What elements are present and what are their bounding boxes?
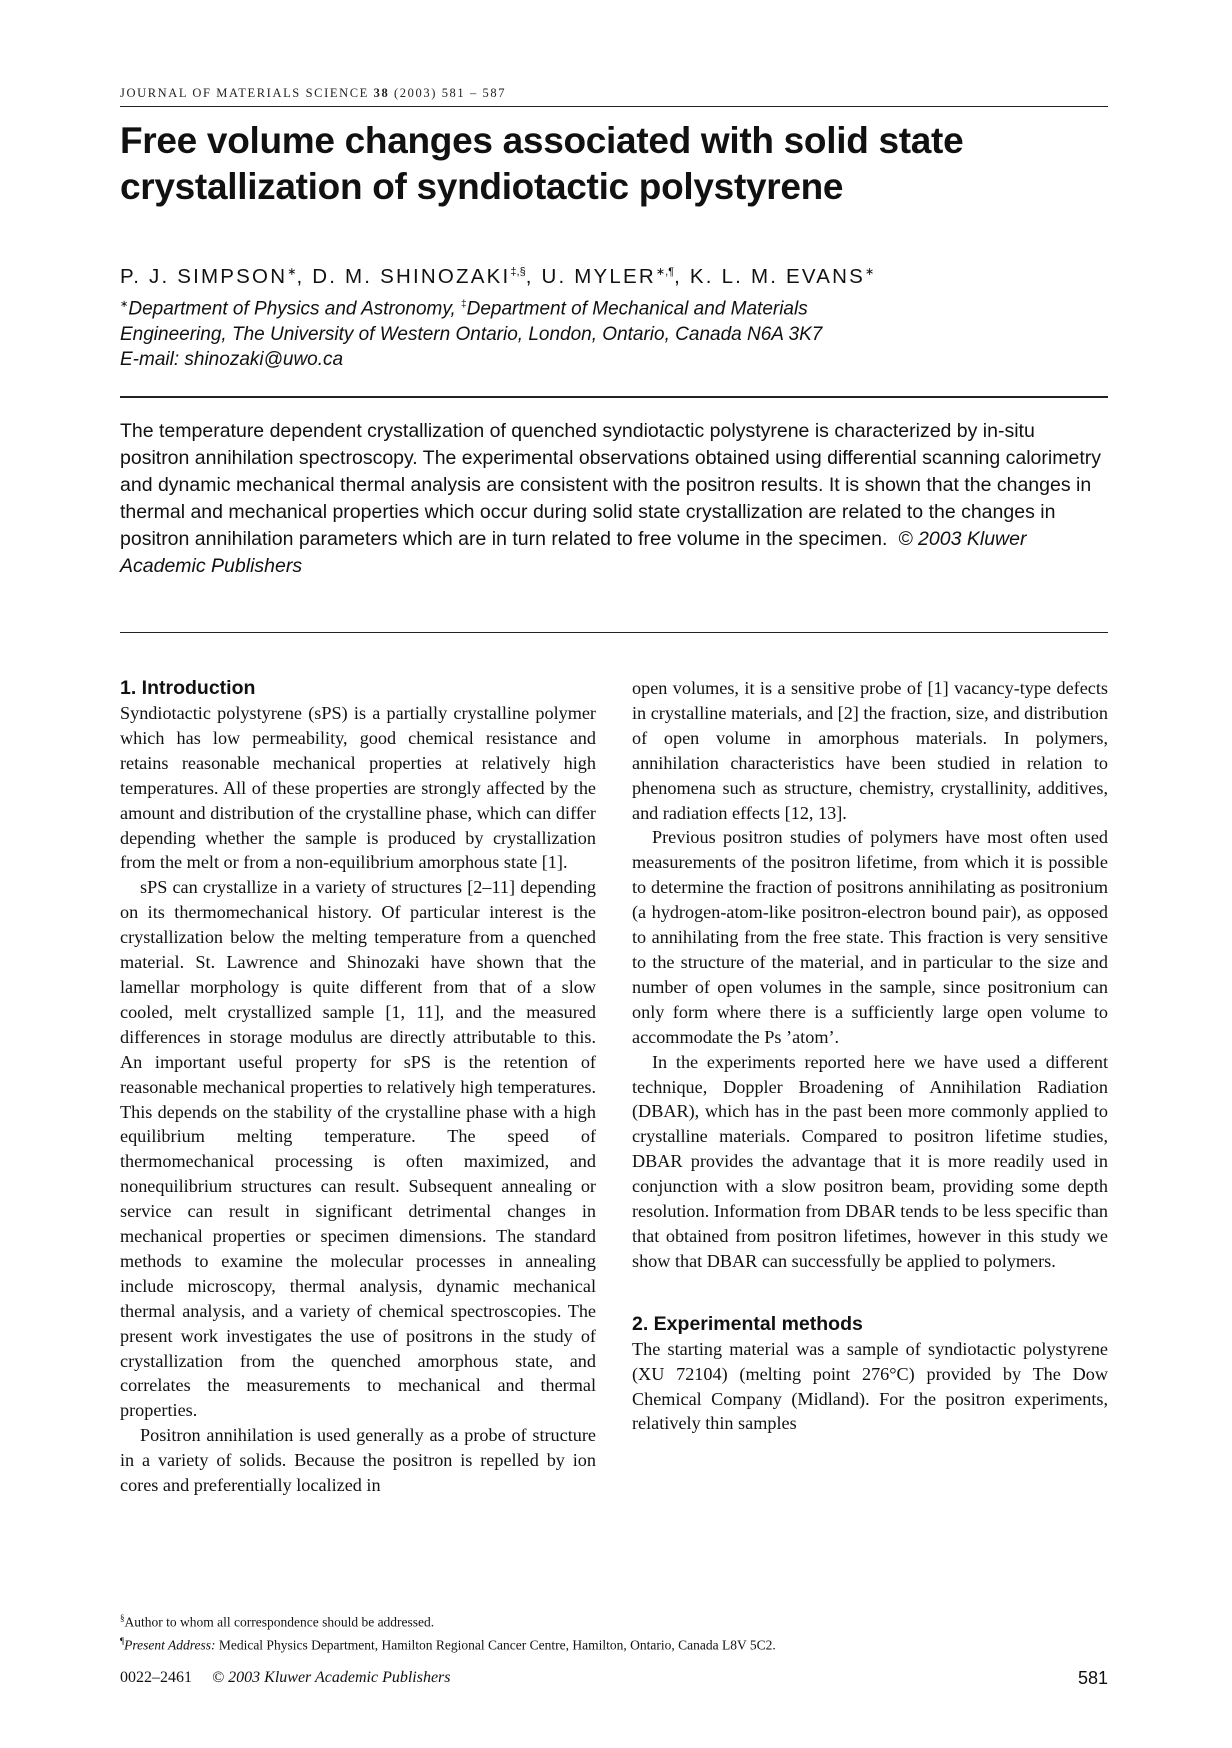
author-mark: ∗ [287, 266, 297, 279]
paragraph: sPS can crystallize in a variety of structures [2–11] depending on its thermomechanical history. Of particular interest is the crystallization below the melting temperature from a quenched material. St. Lawrence and Shinozaki have shown that the lamellar morphology is quite different from that of a slow cooled, melt crystallized sample [1, 11], and the measured differences in storage modulus are directly attributable to this. An important useful property for sPS is the retention of reasonable mechanical properties to relatively high temperatures. This depends on the stability of the crystalline phase with a high equilibrium melting temperature. The speed of thermomechanical processing is often maximized, and nonequilibrium structures can result. Subsequent annealing or service can result in significant detrimental changes in mechanical properties or specimen dimensions. The standard methods to examine the molecular processes in annealing include microscopy, thermal analysis, dynamic mechanical thermal analysis, and a variety of chemical spectroscopies. The present work investigates the use of positrons in the study of crystallization from the quenched amorphous state, and correlates the measurements to mechanical and thermal properties. [120, 877, 596, 1421]
affiliation-mark: ∗ [120, 299, 129, 310]
paragraph: Positron annihilation is used generally as a probe of structure in a variety of solids. Because the positron is repelled by ion cores and preferentially localized in [120, 1425, 596, 1496]
author-name: K. L. M. EVANS [689, 265, 866, 288]
header-rule [120, 106, 1108, 107]
abstract-top-rule [120, 396, 1108, 398]
footnote-mark: § [120, 1613, 125, 1623]
section-heading-introduction: 1. Introduction [120, 677, 256, 699]
footer-publisher: © 2003 Kluwer Academic Publishers [212, 1669, 451, 1686]
affiliation-dept: Department of Physics and Astronomy, [128, 298, 456, 320]
left-column [120, 676, 596, 1498]
footnote-text: Medical Physics Department, Hamilton Regional Cancer Centre, Hamilton, Ontario, Canada L8V 5C2. [218, 1637, 776, 1652]
paragraph: open volumes, it is a sensitive probe of [1] vacancy-type defects in crystalline materials, and [2] the fraction, size, and distribution of open volume in amorphous materials. In polymers, annihilation characteristics have been studied in relation to phenomena such as structure, chemistry, crystallinity, additives, and radiation effects [12, 13]. [632, 678, 1108, 823]
abstract-copyright: © 2003 Kluwer Academic Publishers [120, 528, 1027, 577]
paper-page [120, 0, 1108, 1748]
footnote [120, 1609, 1108, 1632]
journal-year-pages: (2003) 581 – 587 [394, 86, 507, 100]
footnote-text: Author to whom all correspondence should be addressed. [124, 1614, 435, 1630]
abstract-text: The temperature dependent crystallization of quenched syndiotactic polystyrene is characterized by in-situ positron annihilation spectroscopy. The experimental observations obtained using differential scanning calorimetry and dynamic mechanical thermal analysis are consistent with the positron results. It is shown that the changes in thermal and mechanical properties which occur during solid state crystallization are related to the changes in positron annihilation parameters which are in turn related to free volume in the specimen. [120, 420, 1101, 550]
page-number: 581 [1077, 1668, 1108, 1688]
paper-title: Free volume changes associated with solid state crystallization of syndiotactic polystyrene [120, 120, 964, 207]
author-list: P. J. SIMPSON∗, D. M. SHINOZAKI‡,§, U. MYLER∗,¶, K. L. M. EVANS∗ [120, 265, 875, 288]
footnote [120, 1632, 1108, 1655]
paragraph: The starting material was a sample of syndiotactic polystyrene (XU 72104) (melting point 276°C) provided by The Dow Chemical Company (Midland). For the positron experiments, relatively thin samples [632, 1338, 1108, 1434]
section-spacer [632, 1274, 1108, 1312]
footnote-mark: ¶ [120, 1635, 125, 1646]
author-mark: ∗,¶ [655, 266, 675, 279]
affiliation-address: Engineering, The University of Western Ontario, London, Ontario, Canada N6A 3K7 [120, 323, 823, 345]
running-head [120, 86, 506, 101]
author-name: P. J. SIMPSON [120, 265, 288, 288]
footnote-label: Present Address: [124, 1637, 216, 1652]
author-name: D. M. SHINOZAKI [312, 265, 511, 288]
paragraph: In the experiments reported here we have used a different technique, Doppler Broadening of Annihilation Radiation (DBAR), which has in the past been more commonly applied to crystalline materials. Compared to positron lifetime studies, DBAR provides the advantage that it is more readily used in conjunction with a slow positron beam, providing some depth resolution. Information from DBAR tends to be less specific than that obtained from positron lifetimes, however in this study we show that DBAR can successfully be applied to polymers. [632, 1051, 1108, 1271]
affiliation-mark: ‡ [461, 299, 467, 310]
paragraph: Previous positron studies of polymers have most often used measurements of the positron lifetime, from which it is possible to determine the fraction of positrons annihilating as positronium (a hydrogen-atom-like positron-electron bound pair), as opposed to annihilating from the free state. This fraction is very sensitive to the structure of the material, and in particular to the size and number of open volumes in the sample, since positronium can only form where there is a sufficiently large open volume to accommodate the Ps ’atom’. [632, 827, 1108, 1047]
abstract [120, 418, 1108, 580]
abstract-bottom-rule [120, 632, 1108, 633]
paragraph: Syndiotactic polystyrene (sPS) is a partially crystalline polymer which has low permeability, good chemical resistance and retains reasonable mechanical properties at relatively high temperatures. All of these properties are strongly affected by the amount and distribution of the crystalline phase, which can differ depending whether the sample is produced by crystallization from the melt or from a non-equilibrium amorphous state [1]. [120, 703, 596, 873]
section-heading-methods: 2. Experimental methods [632, 1312, 863, 1335]
issn: 0022–2461 [120, 1669, 192, 1686]
footnotes [120, 1609, 1108, 1654]
journal-name: JOURNAL OF MATERIALS SCIENCE [120, 86, 369, 100]
author-mark: ∗ [865, 266, 875, 279]
right-column [632, 676, 1108, 1436]
affiliation [120, 292, 1108, 373]
author-mark: ‡,§ [510, 266, 526, 279]
journal-volume: 38 [373, 86, 390, 100]
affiliation-dept: Department of Mechanical and Materials [466, 298, 808, 320]
affiliation-line [120, 292, 1108, 322]
contact-email: E-mail: shinozaki@uwo.ca [120, 349, 344, 371]
author-name: U. MYLER [541, 265, 656, 288]
